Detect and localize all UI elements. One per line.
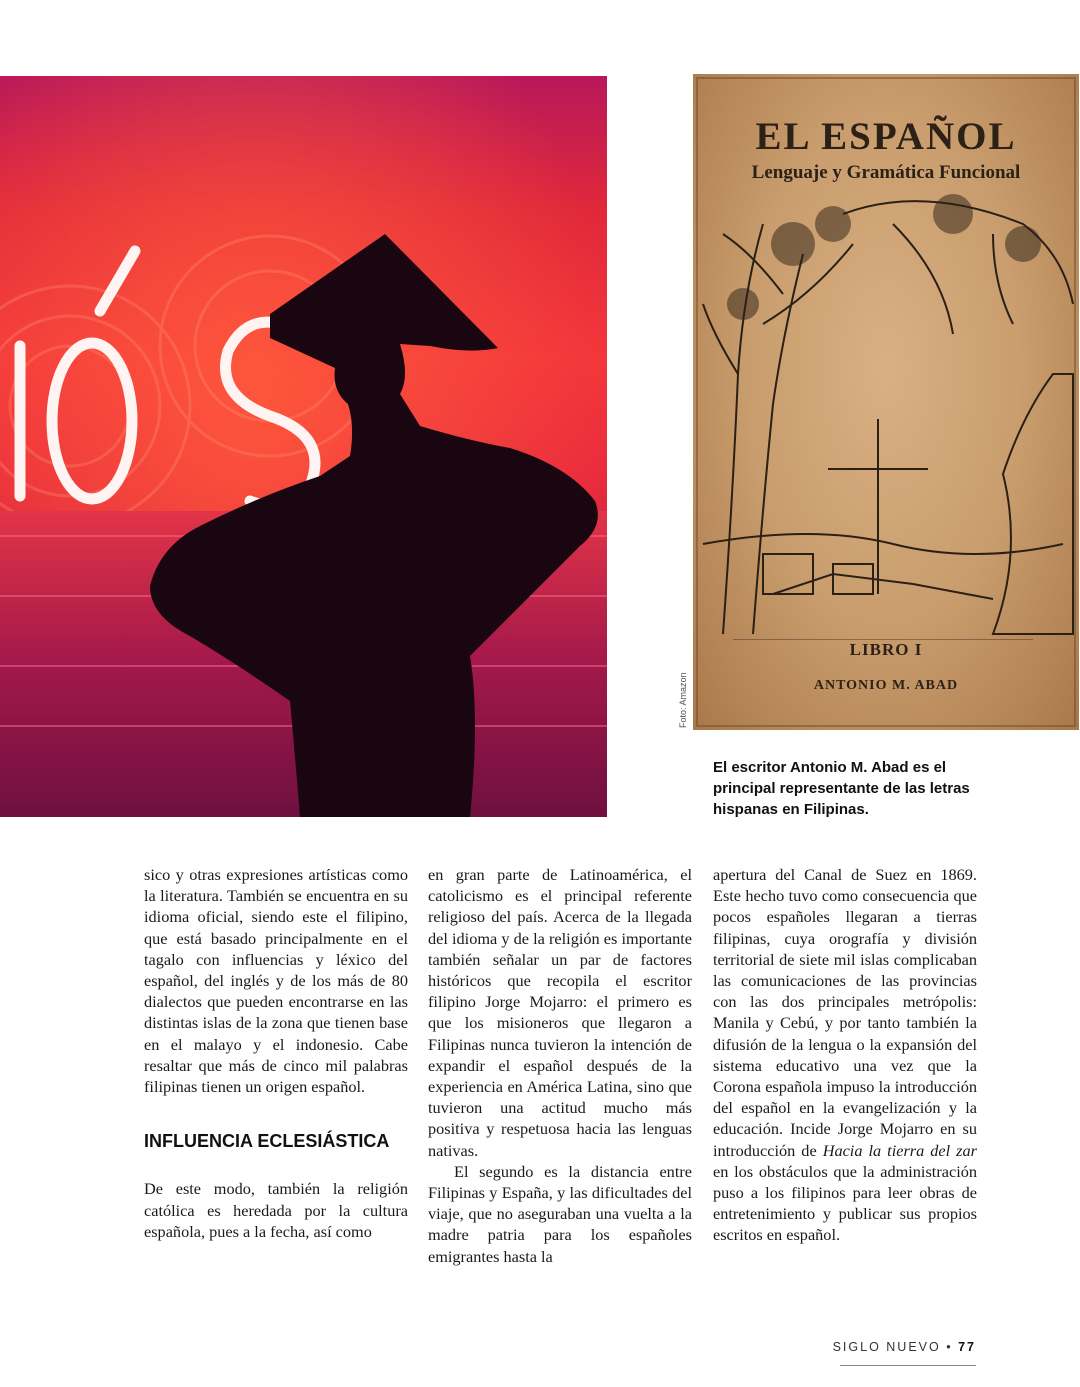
section-heading: INFLUENCIA ECLESIÁSTICA: [144, 1131, 390, 1152]
text-column-2: [428, 864, 692, 1267]
cover-author: ANTONIO M. ABAD: [813, 678, 959, 693]
folio-rule: [840, 1365, 976, 1366]
book-cover-photo: [693, 74, 1079, 730]
page-folio: [790, 1340, 976, 1354]
magazine-name: SIGLO NUEVO: [832, 1340, 941, 1354]
book-title-italic: Hacia la tierra del zar: [822, 1140, 977, 1160]
photo-credit: Foto: Amazon: [678, 672, 688, 728]
text-column-3: [713, 864, 977, 1246]
paragraph: sico y otras expresiones artísticas como la literatura. También se encuentra en su idioma oficial, siendo este el filipino, que está basado principalmente en el tagalo con influencias y léxico del español, del inglés y de los más de 80 dialectos que pueden encontrarse en las distintas islas de la zona que tienen base en el malayo y el indonesio. Cabe resaltar que más de cinco mil palabras filipinas tienen un origen español.: [144, 865, 408, 1097]
cover-illustration: [0, 76, 607, 817]
photo-caption: El escritor Antonio M. Abad es el principal representante de las letras hispanas en Filipinas.: [713, 759, 970, 818]
paragraph: [713, 864, 977, 1246]
paragraph: El segundo es la distancia entre Filipinas y España, y las dificultades del viaje, que no aseguraban una vuelta a la madre patria para los españoles emigrantes hasta la: [428, 1161, 692, 1266]
folio-separator: •: [946, 1340, 953, 1354]
paragraph-text: en los obstáculos que la administración puso a los filipinos para leer obras de entretenimiento y publicar sus propios escritos en español.: [713, 1161, 977, 1245]
illustration-artwork: [0, 76, 607, 817]
paragraph: De este modo, también la religión católica es heredada por la cultura española, pues a la fecha, así como: [144, 1179, 408, 1241]
paragraph-text: apertura del Canal de Suez en 1869. Este hecho tuvo como consecuencia que pocos españoles llegaran a tierras filipinas, cuya orografía y división territorial de siete mil islas complicaban las comunicaciones de las provincias con las dos principales metrópolis: Manila y Cebú, y por tanto también la difusión de la lengua o la expansión del sistema educativo una vez que la Corona española impuso la introducción del español en la evangelización y la educación. Incide Jorge Mojarro en su introducción de: [713, 865, 977, 1160]
cover-subtitle: Lenguaje y Gramática Funcional: [751, 162, 1021, 183]
paragraph: en gran parte de Latinoamérica, el catolicismo es el principal referente religioso del país. Acerca de la llegada del idioma y de la religión es importante también señalar un par de factores históricos que recopila el escritor filipino Jorge Mojarro: el primero es que los misioneros que llegaron a Filipinas nunca tuvieron la intención de expandir el español después de la experiencia en América Latina, sino que tuvieron una actitud mucho más positiva y respetuosa hacia las lenguas nativas.: [428, 865, 692, 1160]
cover-book-number: LIBRO I: [849, 640, 923, 659]
page-number: 77: [958, 1340, 976, 1354]
cover-title: EL ESPAÑOL: [755, 115, 1017, 158]
text-column-1: [144, 864, 408, 1242]
